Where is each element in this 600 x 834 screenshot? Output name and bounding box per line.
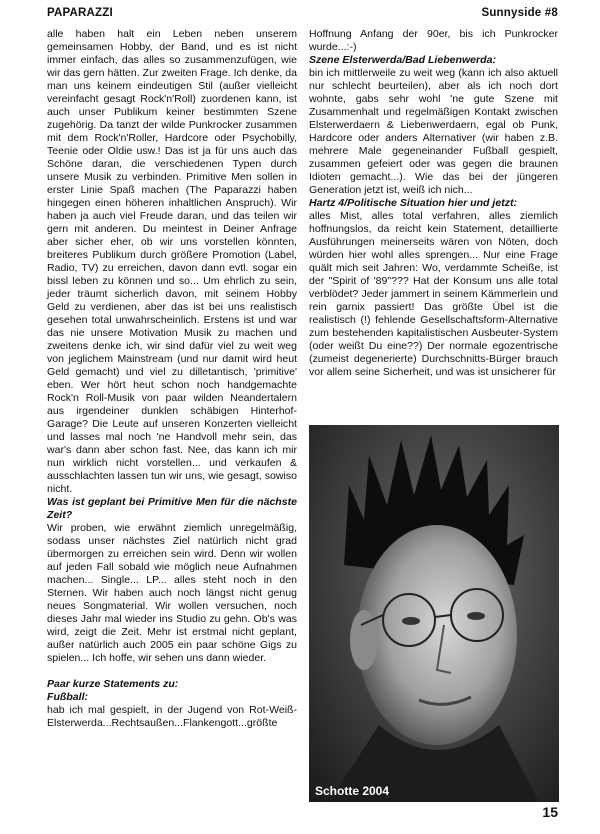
section-heading: Paar kurze Statements zu: — [47, 678, 179, 690]
photo-caption: Schotte 2004 — [315, 784, 390, 798]
section-heading: Fußball: — [47, 691, 89, 703]
body-paragraph: alles Mist, alles total verfahren, alles ziemlich hoffnungslos, da reicht kein Statement, detaillierte Ausführungen meinerseits wären von Nöten, doch würden hier wohl alles sprengen... Nur eine Frage quält mich seit Jahren: Wo, verdammte Scheiße, ist der "Spirit of '89"??? Hat der Konsum uns alle total verblödet? Jeder jammert in seinem Kämmerlein und rein garnix passiert! Das größte Übel ist die realistisch (!) fehlende Gesellschaftsform-Alternative zum bestehenden kapitalistischen Ausbeuter-System (oder weißt Du eine??) Der normale egozentrische (zumeist degenerierte) Durchschnitts-Bürger brauch vor allem seine Sicherheit, und was ist unsicherer für — [309, 210, 558, 378]
body-paragraph: Wir proben, wie erwähnt ziemlich unregelmäßig, sodass unser nächstes Ziel natürlich nicht grad übermorgen zu erreichen sein wird. Denn wir wollen auf jeden Fall sobald wie möglich neue Aufnahmen machen... Single... LP... alles steht noch in den Sternen. Wir haben auch noch längst nicht genug neues Songmaterial. Wir wollen versuchen, noch dieses Jahr mal wieder ins Studio zu gehn. Ob's was wird, zeigt die Zeit. Mehr ist erstmal nicht geplant, außer natürlich auch 2005 ein paar schöne Gigs zu spielen... Ich hoffe, wir sehen uns dann wieder. — [47, 522, 297, 664]
page-number: 15 — [542, 804, 558, 820]
body-paragraph: Hoffnung Anfang der 90er, bis ich Punkrocker wurde...:-) — [309, 28, 558, 53]
portrait-image — [309, 425, 559, 802]
section-heading: Was ist geplant bei Primitive Men für die nächste Zeit? — [47, 496, 297, 521]
paragraph-spacer — [47, 665, 297, 678]
page-header — [47, 7, 558, 25]
body-paragraph: bin ich mittlerweile zu weit weg (kann ich also aktuell nur schlecht beurteilen), aber als ich noch dort wohnte, gabs sehr wohl 'ne gute Szene mit Zusammenhalt und regelmäßigen Kontakt zwischen Elsterwerdaern & Liebenwerdaern, egal ob Punk, Hardcore oder anders Alternativer (wir haben z.B. mehrere Male gegeneinander Fußball gespielt, zusammen gefeiert oder was gegen die braunen Idioten gemacht...). Wie das bei der jüngeren Generation jetzt ist, weiß ich nich... — [309, 67, 558, 196]
body-paragraph: hab ich mal gespielt, in der Jugend von Rot-Weiß-Elsterwerda...Rechtsaußen...Flankengott...größte — [47, 704, 297, 729]
text-column-left — [47, 28, 297, 730]
magazine-section-title: PAPARAZZI — [47, 7, 113, 19]
section-heading: Szene Elsterwerda/Bad Liebenwerda: — [309, 54, 496, 66]
section-heading: Hartz 4/Politische Situation hier und jetzt: — [309, 197, 518, 209]
portrait-photo — [309, 425, 559, 802]
text-column-right — [309, 28, 558, 379]
issue-title: Sunnyside #8 — [481, 7, 558, 19]
body-paragraph: alle haben halt ein Leben neben unserem gemeinsamen Hobby, der Band, und es ist nicht immer einfach, das alles so zusammenzufügen, wie wir das gern hätten. Zur zweiten Frage. Ich denke, da man uns keinem eindeutigen Stil (außer vielleicht vereinfacht gesagt Rock'n'Roll) zuordenen kann, ist auch unser Publikum keiner bestimmten Szene zugehörig. Da tanzt der wilde Punkrocker zusammen mit dem Rock'n'Roller, Hardcore oder Psychobilly, Teenie oder Oldie usw.! Das ist ja für uns auch das Schöne daran, die verschiedenen Typen durch unsere Musik zu verbinden. Primitive Men sollen in erster Linie Spaß machen (The Paparazzi haben hingegen einen höheren inhaltlichen Anspruch). Wir haben ja auch viel Freude daran, und das teilen wir gern mit anderen. Du meintest in Deiner Anfrage aber sicher eher, ob wir uns vorstellen könnten, breiteres Publikum durch größere Promotion (Label, Radio, TV) zu erreichen, davon dann evtl. sogar ein bissl leben zu können und so... Um ehrlich zu sein, jeder träumt sicherlich davon, mit seinem Hobby Geld zu verdienen, aber das ist bei uns realistisch gesehen total unwahrscheinlich. Erstens ist und war das nie unsere Motivation Musik zu machen und zweitens denke ich, wir sind dafür viel zu weit weg von jeglichem Mainstream (und nur damit wird heut Geld gemacht) und viel zu dilletantisch, 'primitive' eben. Wer hört heut schon noch handgemachte Rock'n Roll-Musik von paar wilden Neandertalern aus irgendeiner dunklen schäbigen Hinterhof-Garage? Die Leute auf unseren Konzerten vielleicht und lasses mal noch 'ne Handvoll mehr sein, das war's dann aber schon fast. Nee, das kann ich mir nun wirklich nicht vorstellen... und verkaufen & ausschlachten lassen tun wir uns, wie gesagt, sowiso nicht. — [47, 28, 297, 495]
